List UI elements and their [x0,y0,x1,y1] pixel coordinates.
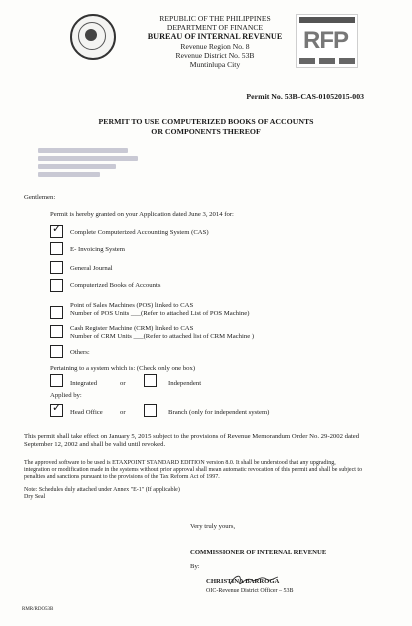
option-cas-label: Complete Computerized Accounting System (CAS) [70,229,209,236]
applied-by-or: or [120,409,126,416]
checkbox-others[interactable] [50,345,63,358]
option-others-label: Others: [70,349,90,356]
letterhead-city: Muntinlupa City [189,60,241,70]
checkbox-computerized-books[interactable] [50,279,63,292]
independent-label: Independent [168,380,202,387]
signatory-name: CHRISTINA BARROGA [206,578,280,585]
integrated-label: Integrated [70,380,98,387]
letterhead [120,14,310,69]
option-e-invoicing-label: E- Invoicing System [70,246,125,253]
pertaining-or: or [120,380,126,387]
software-line1: The approved software to be used is ETAXPOINT STANDARD EDITION version 8.0. It shall be understood that any upgrading, [24,460,336,466]
checkbox-pos[interactable] [50,306,63,319]
checkbox-cas[interactable] [50,222,63,238]
letterhead-district: Revenue District No. 53B [175,50,255,60]
checkbox-e-invoicing[interactable] [50,242,63,255]
intro-text: Permit is hereby granted on your Application dated June 3, 2014 for: [50,211,234,218]
option-computerized-books-label: Computerized Books of Accounts [70,282,161,289]
commissioner-title: COMMISSIONER OF INTERNAL REVENUE [190,549,327,556]
bir-seal-icon [70,14,116,60]
effect-line1: This permit shall take effect on January 5, 2015 subject to the provisions of Revenue Memorandum Order No. 29-2002 dated [24,433,360,440]
checkbox-branch[interactable] [144,404,157,417]
title-line2: OR COMPONENTS THEREOF [151,126,261,136]
title-line1: PERMIT TO USE COMPUTERIZED BOOKS OF ACCOUNTS [98,117,314,126]
checkbox-general-journal[interactable] [50,261,63,274]
document-title [0,117,412,136]
permit-number: Permit No. 53B-CAS-01052015-003 [246,92,364,101]
letterhead-bureau: BUREAU OF INTERNAL REVENUE [147,32,283,42]
annex-note: Note: Schedules duly attached under Annex "E-1" (If applicable) [24,487,180,493]
option-crm-sub: Number of CRM Units ___(Refer to attached list of CRM Machine ) [70,333,255,340]
option-pos-label: Point of Sales Machines (POS) linked to CAS [70,302,194,309]
software-line3: penalties and sanctions pursuant to the provisions of the Tax Reform Act of 1997. [24,474,220,480]
branch-label: Branch (only for independent system) [168,409,270,416]
signatory-title: OIC-Revenue District Officer – 53B [206,588,294,594]
rfp-logo-text: RFP [303,27,348,54]
checkbox-head-office[interactable] [50,401,63,417]
effect-line2: September 12, 2002 and shall be valid until revoked. [24,441,166,448]
dry-seal-note: Dry Seal [24,494,46,500]
checkmark-icon: ✓ [52,222,62,235]
applied-by-label: Applied by: [50,392,82,399]
footer-code: RMR/RDO53B [22,607,54,612]
letterhead-line2: DEPARTMENT OF FINANCE [166,23,264,33]
checkbox-integrated[interactable] [50,374,63,387]
checkbox-crm[interactable] [50,325,63,338]
pertaining-label: Pertaining to a system which is: (Check only one box) [50,365,196,372]
letterhead-line1: REPUBLIC OF THE PHILIPPINES [159,14,271,23]
closing: Very truly yours, [190,523,236,530]
checkmark-icon: ✓ [52,401,62,414]
rfp-logo-icon [296,14,358,68]
option-general-journal-label: General Journal [70,265,113,272]
option-pos-sub: Number of POS Units ___(Refer to attached List of POS Machine) [70,310,250,317]
option-crm-label: Cash Register Machine (CRM) linked to CAS [70,325,194,332]
software-line2: integration or modification made in the systems without prior approval shall mean automatic revocation of this permit and shall be subject to [24,467,363,473]
checkbox-independent[interactable] [144,374,157,387]
by-label: By: [190,563,200,570]
letterhead-region: Revenue Region No. 8 [180,41,250,51]
redacted-addressee [38,148,138,180]
salutation: Gentlemen: [24,194,56,201]
head-office-label: Head Office [70,409,103,416]
